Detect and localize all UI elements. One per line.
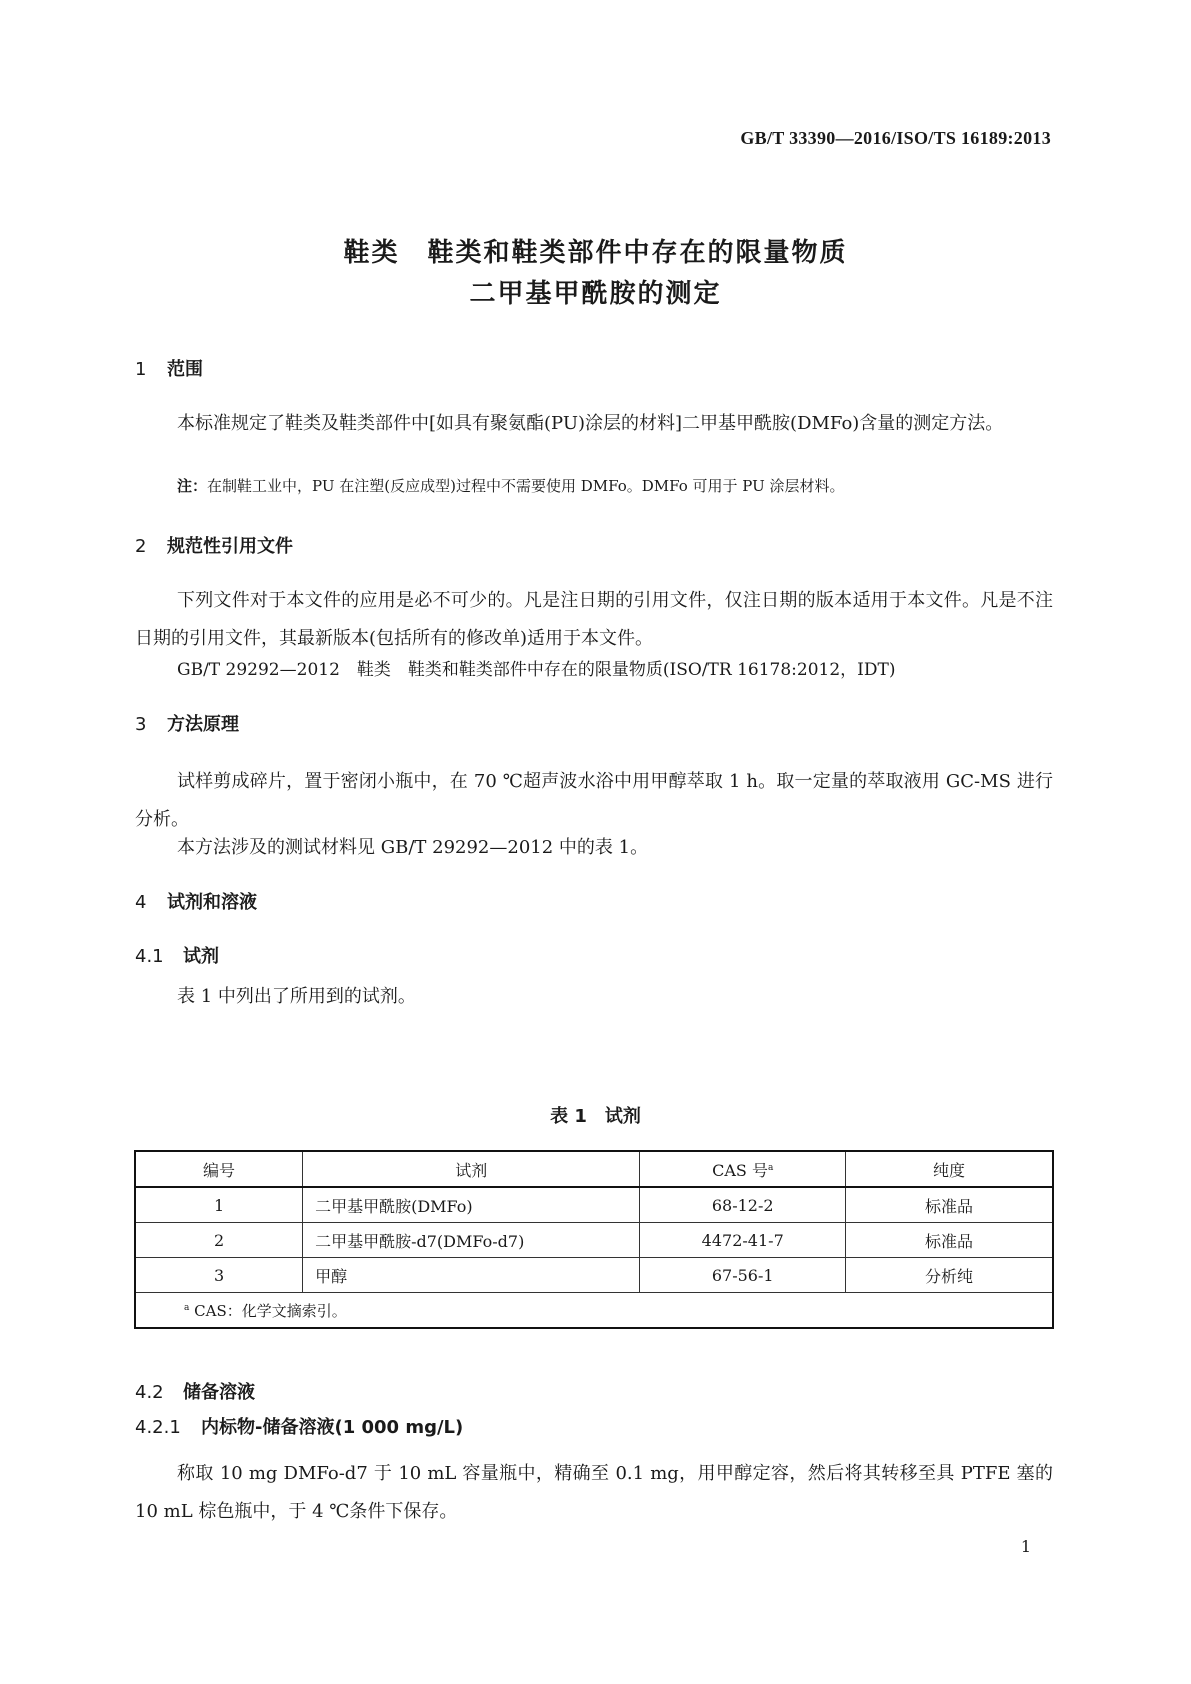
section-3-paragraph-2: 本方法涉及的测试材料见 GB/T 29292—2012 中的表 1。 <box>177 837 649 858</box>
note-text: 在制鞋工业中，PU 在注塑(反应成型)过程中不需要使用 DMFo。DMFo 可用于 PU 涂层材料。 <box>207 477 845 495</box>
section-4-2-1-paragraph: 称取 10 mg DMFo-d7 于 10 mL 容量瓶中，精确至 0.1 mg，用甲醇定容，然后将其转移至具 PTFE 塞的 10 mL 棕色瓶中，于 4 ℃条件下保存。 <box>135 1463 1053 1522</box>
footnote-marker: a <box>767 1162 774 1173</box>
section-title: 范围 <box>167 359 203 380</box>
standard-code: GB/T 33390—2016/ISO/TS 16189:2013 <box>740 128 1051 148</box>
page-number: 1 <box>1020 1537 1031 1556</box>
table-row <box>135 1223 1053 1258</box>
section-number: 4.1 <box>135 946 164 967</box>
header-purity: 纯度 <box>846 1151 1054 1187</box>
cell-purity: 标准品 <box>846 1187 1054 1223</box>
reagents-table <box>134 1150 1054 1329</box>
document-title-line-1: 鞋类 鞋类和鞋类部件中存在的限量物质 <box>343 238 848 268</box>
cell-reagent: 二甲基甲酰胺-d7(DMFo-d7) <box>303 1223 640 1258</box>
table-footnote-row <box>135 1293 1053 1329</box>
section-title: 试剂 <box>183 946 219 967</box>
section-title: 内标物-储备溶液(1 000 mg/L) <box>201 1417 464 1438</box>
section-1-paragraph: 本标准规定了鞋类及鞋类部件中[如具有聚氨酯(PU)涂层的材料]二甲基甲酰胺(DMFo)含量的测定方法。 <box>177 413 1004 434</box>
section-4-1-heading <box>135 942 219 968</box>
cell-reagent: 二甲基甲酰胺(DMFo) <box>303 1187 640 1223</box>
section-number: 4.2.1 <box>135 1417 181 1438</box>
normative-reference: GB/T 29292—2012 鞋类 鞋类和鞋类部件中存在的限量物质(ISO/TR 16178:2012，IDT) <box>177 660 896 680</box>
section-number: 3 <box>135 714 147 735</box>
section-3-paragraph-1: 试样剪成碎片，置于密闭小瓶中，在 70 ℃超声波水浴中用甲醇萃取 1 h。取一定量的萃取液用 GC-MS 进行分析。 <box>135 771 1053 830</box>
footnote-marker: a <box>184 1302 190 1313</box>
cell-no: 1 <box>135 1187 303 1223</box>
footnote-text: CAS：化学文摘索引。 <box>194 1301 347 1320</box>
cell-purity: 标准品 <box>846 1223 1054 1258</box>
section-2-heading <box>135 532 293 558</box>
section-4-2-heading <box>135 1378 255 1404</box>
section-2-paragraph: 下列文件对于本文件的应用是必不可少的。凡是注日期的引用文件，仅注日期的版本适用于本文件。凡是不注日期的引用文件，其最新版本(包括所有的修改单)适用于本文件。 <box>135 590 1053 649</box>
table-footnote <box>135 1293 1053 1329</box>
section-number: 1 <box>135 359 147 380</box>
table-header-row <box>135 1151 1053 1187</box>
table-row <box>135 1187 1053 1223</box>
header-no: 编号 <box>135 1151 303 1187</box>
cell-purity: 分析纯 <box>846 1258 1054 1293</box>
cell-cas: 68-12-2 <box>640 1187 846 1223</box>
table-row <box>135 1258 1053 1293</box>
header-reagent: 试剂 <box>303 1151 640 1187</box>
note-label: 注： <box>177 477 208 495</box>
table-1-title: 表 1 试剂 <box>550 1106 641 1127</box>
section-number: 4.2 <box>135 1382 164 1403</box>
section-title: 方法原理 <box>167 714 239 735</box>
cell-cas: 4472-41-7 <box>640 1223 846 1258</box>
section-number: 2 <box>135 536 147 557</box>
cell-cas: 67-56-1 <box>640 1258 846 1293</box>
section-number: 4 <box>135 892 147 913</box>
cell-reagent: 甲醇 <box>303 1258 640 1293</box>
section-title: 试剂和溶液 <box>167 892 257 913</box>
section-4-1-paragraph: 表 1 中列出了所用到的试剂。 <box>177 986 416 1007</box>
document-title-line-2: 二甲基甲酰胺的测定 <box>469 279 722 309</box>
header-cas-label: CAS 号 <box>712 1160 768 1180</box>
cell-no: 2 <box>135 1223 303 1258</box>
section-4-heading <box>135 888 257 914</box>
section-4-2-1-heading <box>135 1413 463 1439</box>
header-cas <box>640 1151 846 1187</box>
section-1-heading <box>135 355 203 381</box>
section-title: 储备溶液 <box>183 1382 255 1403</box>
section-1-note <box>177 475 845 496</box>
section-title: 规范性引用文件 <box>167 536 293 557</box>
section-3-heading <box>135 710 239 736</box>
cell-no: 3 <box>135 1258 303 1293</box>
